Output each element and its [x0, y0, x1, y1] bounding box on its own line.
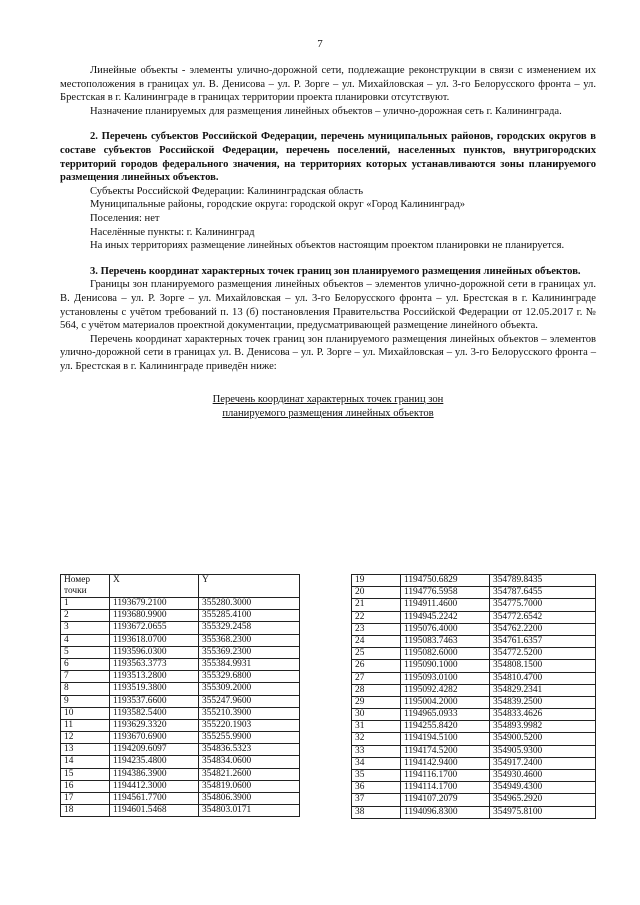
- point-number-cell: 29: [352, 696, 401, 708]
- point-number-cell: 14: [61, 756, 110, 768]
- table-title-line-1: Перечень координат характерных точек границ зон: [212, 394, 444, 406]
- point-number-cell: 37: [352, 794, 401, 806]
- point-number-cell: 31: [352, 721, 401, 733]
- table-row: [352, 696, 596, 708]
- x-coordinate-cell: 1193679.2100: [110, 598, 199, 610]
- coordinates-tables: [60, 574, 596, 834]
- x-coordinate-cell: 1194945.2242: [401, 611, 490, 623]
- y-coordinate-cell: 354917.2400: [490, 757, 596, 769]
- y-coordinate-cell: 354905.9300: [490, 745, 596, 757]
- settlements-line: Поселения: нет: [90, 212, 160, 224]
- x-coordinate-cell: 1194235.4800: [110, 756, 199, 768]
- x-coordinate-cell: 1195083.7463: [401, 635, 490, 647]
- y-coordinate-cell: 354819.0600: [199, 780, 300, 792]
- table-row: [352, 587, 596, 599]
- point-number-cell: 34: [352, 757, 401, 769]
- y-coordinate-cell: 354900.5200: [490, 733, 596, 745]
- table-row: [352, 660, 596, 672]
- x-coordinate-cell: 1194750.6829: [401, 575, 490, 587]
- x-coordinate-cell: 1194096.8300: [401, 806, 490, 818]
- point-number-cell: 21: [352, 599, 401, 611]
- y-coordinate-cell: 355285.4100: [199, 610, 300, 622]
- table-row: [61, 646, 300, 658]
- point-number-cell: 7: [61, 671, 110, 683]
- y-coordinate-cell: 355280.3000: [199, 598, 300, 610]
- x-coordinate-cell: 1194194.5100: [401, 733, 490, 745]
- point-number-cell: 25: [352, 648, 401, 660]
- paragraph-coordinates-intro: Перечень координат характерных точек границ зон планируемого размещения линейных объектов – элементов улично-дорожной сети в границах ул. В. Денисова – ул. Р. Зорге – ул. Михайловская – ул. 3-го Белорусского фронта – ул. Брестская в г. Калининграде приведён ниже:: [60, 333, 596, 372]
- x-coordinate-cell: 1195090.1000: [401, 660, 490, 672]
- point-number-cell: 28: [352, 684, 401, 696]
- point-number-cell: 13: [61, 744, 110, 756]
- paragraph-boundaries: Границы зон планируемого размещения линейных объектов – элементов улично-дорожной сети в границах ул. В. Денисова – ул. Р. Зорге – ул. Михайловская – ул. 3-го Белорусского фронта – ул. Брестская в г. Калининграде установлены с учётом требований п. 13 (б) постановления Правительства Российской Федерации от 12.05.2017 г. № 564, с учётом материалов проектной документации, предусматривающей размещение линейного объекта.: [60, 279, 596, 332]
- y-coordinate-cell: 354810.4700: [490, 672, 596, 684]
- section-heading-2: 2. Перечень субъектов Российской Федерации, перечень муниципальных районов, городских округов в составе субъектов Российской Федерации, перечень поселений, населенных пунктов, внутригородских территорий городов федерального значения, на территориях которых устанавливаются зоны планируемого размещения линейных объектов.: [60, 131, 596, 184]
- x-coordinate-cell: 1194174.5200: [401, 745, 490, 757]
- table-title-line-2: планируемого размещения линейных объектов: [222, 408, 434, 420]
- point-number-cell: 33: [352, 745, 401, 757]
- table-row: [61, 695, 300, 707]
- x-coordinate-cell: 1194776.5958: [401, 587, 490, 599]
- document-body: [60, 64, 596, 421]
- y-coordinate-cell: 354949.4300: [490, 782, 596, 794]
- y-coordinate-cell: 354803.0171: [199, 805, 300, 817]
- point-number-cell: 24: [352, 635, 401, 647]
- y-coordinate-cell: 355220.1903: [199, 719, 300, 731]
- x-coordinate-cell: 1193519.3800: [110, 683, 199, 695]
- point-number-cell: 11: [61, 719, 110, 731]
- table-row: [352, 611, 596, 623]
- y-coordinate-cell: 355329.2458: [199, 622, 300, 634]
- x-coordinate-cell: 1193670.6900: [110, 732, 199, 744]
- point-number-cell: 15: [61, 768, 110, 780]
- point-number-cell: 10: [61, 707, 110, 719]
- x-coordinate-cell: 1195092.4282: [401, 684, 490, 696]
- y-coordinate-cell: 355369.2300: [199, 646, 300, 658]
- x-coordinate-cell: 1194965.0933: [401, 709, 490, 721]
- x-coordinate-cell: 1195076.4000: [401, 623, 490, 635]
- point-number-cell: 18: [61, 805, 110, 817]
- y-coordinate-cell: 355247.9600: [199, 695, 300, 707]
- x-coordinate-cell: 1194209.6097: [110, 744, 199, 756]
- x-coordinate-cell: 1194561.7700: [110, 793, 199, 805]
- x-coordinate-cell: 1193596.0300: [110, 646, 199, 658]
- table-row: [61, 658, 300, 670]
- point-number-cell: 1: [61, 598, 110, 610]
- coordinates-table-right: [351, 574, 596, 819]
- y-coordinate-cell: 354787.6455: [490, 587, 596, 599]
- section-heading-3: 3. Перечень координат характерных точек границ зон планируемого размещения линейных объектов.: [90, 265, 581, 277]
- y-coordinate-cell: 354806.3900: [199, 793, 300, 805]
- other-territories-line: На иных территориях размещение линейных объектов настоящим проектом планировки не планируется.: [90, 240, 565, 252]
- table-row: [352, 782, 596, 794]
- page-number: 7: [317, 38, 323, 50]
- table-row: [61, 598, 300, 610]
- subjects-line: Субъекты Российской Федерации: Калининградская область: [90, 185, 364, 197]
- y-coordinate-cell: 354930.4600: [490, 770, 596, 782]
- table-row: [61, 683, 300, 695]
- x-coordinate-cell: 1194114.1700: [401, 782, 490, 794]
- point-number-cell: 3: [61, 622, 110, 634]
- y-coordinate-cell: 354965.2920: [490, 794, 596, 806]
- header-x: X: [110, 575, 199, 598]
- table-row: [352, 733, 596, 745]
- x-coordinate-cell: 1195093.0100: [401, 672, 490, 684]
- table-row: [61, 756, 300, 768]
- y-coordinate-cell: 355210.3900: [199, 707, 300, 719]
- table-row: [61, 707, 300, 719]
- header-y: Y: [199, 575, 300, 598]
- table-row: [61, 622, 300, 634]
- point-number-cell: 22: [352, 611, 401, 623]
- y-coordinate-cell: 354762.2200: [490, 623, 596, 635]
- point-number-cell: 30: [352, 709, 401, 721]
- x-coordinate-cell: 1194386.3900: [110, 768, 199, 780]
- x-coordinate-cell: 1194911.4600: [401, 599, 490, 611]
- table-row: [61, 610, 300, 622]
- x-coordinate-cell: 1195082.6000: [401, 648, 490, 660]
- table-row: [61, 780, 300, 792]
- y-coordinate-cell: 354821.2600: [199, 768, 300, 780]
- y-coordinate-cell: 355329.6800: [199, 671, 300, 683]
- point-number-cell: 2: [61, 610, 110, 622]
- x-coordinate-cell: 1194601.5468: [110, 805, 199, 817]
- table-row: [352, 635, 596, 647]
- point-number-cell: 23: [352, 623, 401, 635]
- point-number-cell: 38: [352, 806, 401, 818]
- point-number-cell: 5: [61, 646, 110, 658]
- header-point-number: Номер точки: [61, 575, 110, 598]
- y-coordinate-cell: 354772.5200: [490, 648, 596, 660]
- x-coordinate-cell: 1193629.3320: [110, 719, 199, 731]
- y-coordinate-cell: 354789.8435: [490, 575, 596, 587]
- point-number-cell: 12: [61, 732, 110, 744]
- coordinates-table-left: [60, 574, 300, 817]
- table-row: [352, 672, 596, 684]
- table-title: [60, 393, 596, 420]
- y-coordinate-cell: 354808.1500: [490, 660, 596, 672]
- table-row: [61, 793, 300, 805]
- table-row: [352, 709, 596, 721]
- table-row: [352, 623, 596, 635]
- table-row: [61, 719, 300, 731]
- paragraph-purpose: Назначение планируемых для размещения линейных объектов – улично-дорожная сеть г. Калининграда.: [90, 105, 562, 117]
- localities-line: Населённые пункты: г. Калининград: [90, 226, 255, 238]
- y-coordinate-cell: 355368.2300: [199, 634, 300, 646]
- municipal-line: Муниципальные районы, городские округа: городской округ «Город Калининград»: [90, 199, 466, 211]
- point-number-cell: 35: [352, 770, 401, 782]
- point-number-cell: 8: [61, 683, 110, 695]
- point-number-cell: 32: [352, 733, 401, 745]
- x-coordinate-cell: 1193680.9900: [110, 610, 199, 622]
- y-coordinate-cell: 354761.6357: [490, 635, 596, 647]
- table-row: [61, 768, 300, 780]
- point-number-cell: 6: [61, 658, 110, 670]
- y-coordinate-cell: 354893.9982: [490, 721, 596, 733]
- point-number-cell: 16: [61, 780, 110, 792]
- y-coordinate-cell: 354772.6542: [490, 611, 596, 623]
- x-coordinate-cell: 1194107.2079: [401, 794, 490, 806]
- y-coordinate-cell: 354836.5323: [199, 744, 300, 756]
- x-coordinate-cell: 1193513.2800: [110, 671, 199, 683]
- y-coordinate-cell: 354975.8100: [490, 806, 596, 818]
- point-number-cell: 36: [352, 782, 401, 794]
- table-row: [61, 744, 300, 756]
- table-row: [352, 794, 596, 806]
- x-coordinate-cell: 1194412.3000: [110, 780, 199, 792]
- point-number-cell: 17: [61, 793, 110, 805]
- point-number-cell: 9: [61, 695, 110, 707]
- x-coordinate-cell: 1194116.1700: [401, 770, 490, 782]
- table-row: [352, 770, 596, 782]
- table-row: [352, 721, 596, 733]
- paragraph-linear-objects: Линейные объекты - элементы улично-дорожной сети, подлежащие реконструкции в связи с изменением их местоположения в границах ул. В. Денисова – ул. Р. Зорге – ул. Михайловская – ул. 3-го Белорусского фронта – ул. Брестская в г. Калининграде в границах территории проекта планировки отсутствуют.: [60, 65, 596, 104]
- table-row: [352, 648, 596, 660]
- table-row: [352, 757, 596, 769]
- table-row: [61, 634, 300, 646]
- y-coordinate-cell: 355309.2000: [199, 683, 300, 695]
- y-coordinate-cell: 354834.0600: [199, 756, 300, 768]
- y-coordinate-cell: 354775.7000: [490, 599, 596, 611]
- x-coordinate-cell: 1194142.9400: [401, 757, 490, 769]
- x-coordinate-cell: 1193582.5400: [110, 707, 199, 719]
- table-header-row: [61, 575, 300, 598]
- y-coordinate-cell: 354839.2500: [490, 696, 596, 708]
- point-number-cell: 4: [61, 634, 110, 646]
- table-row: [352, 599, 596, 611]
- table-row: [352, 745, 596, 757]
- x-coordinate-cell: 1195004.2000: [401, 696, 490, 708]
- table-row: [352, 575, 596, 587]
- table-row: [352, 684, 596, 696]
- table-row: [61, 671, 300, 683]
- y-coordinate-cell: 354833.4626: [490, 709, 596, 721]
- x-coordinate-cell: 1194255.8420: [401, 721, 490, 733]
- point-number-cell: 27: [352, 672, 401, 684]
- table-row: [61, 805, 300, 817]
- y-coordinate-cell: 355255.9900: [199, 732, 300, 744]
- table-row: [352, 806, 596, 818]
- x-coordinate-cell: 1193537.6600: [110, 695, 199, 707]
- point-number-cell: 20: [352, 587, 401, 599]
- x-coordinate-cell: 1193563.3773: [110, 658, 199, 670]
- x-coordinate-cell: 1193618.0700: [110, 634, 199, 646]
- point-number-cell: 26: [352, 660, 401, 672]
- x-coordinate-cell: 1193672.0655: [110, 622, 199, 634]
- table-row: [61, 732, 300, 744]
- point-number-cell: 19: [352, 575, 401, 587]
- y-coordinate-cell: 354829.2341: [490, 684, 596, 696]
- y-coordinate-cell: 355384.9931: [199, 658, 300, 670]
